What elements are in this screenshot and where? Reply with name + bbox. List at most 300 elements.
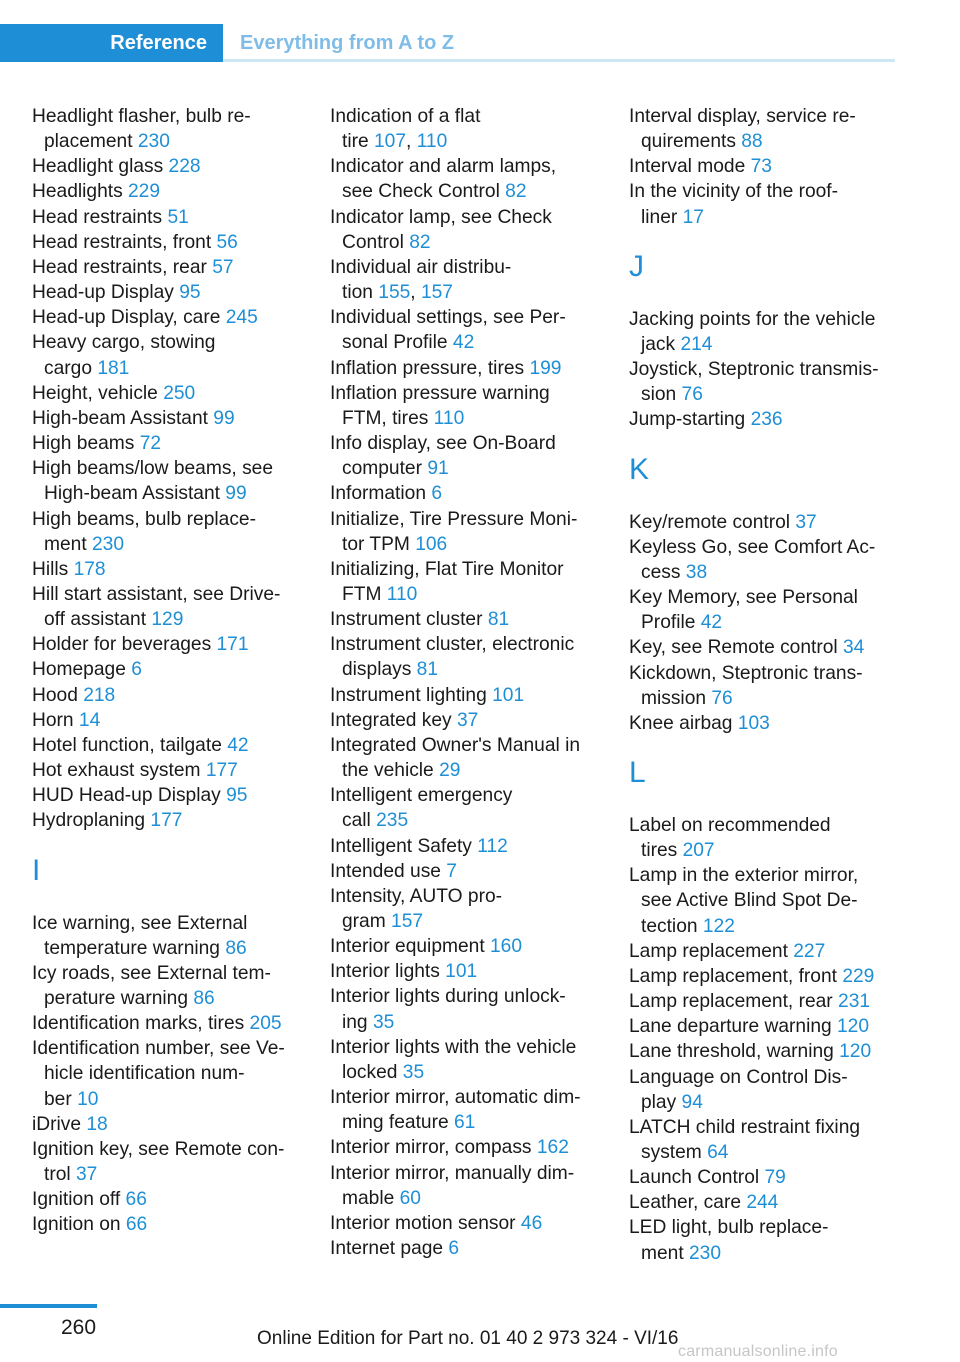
index-entry-line <box>330 305 620 330</box>
index-entry-line <box>629 1241 899 1266</box>
index-entry-line <box>330 179 620 204</box>
index-entry-line <box>32 1112 322 1137</box>
index-entry-text: Instrument cluster <box>330 609 488 631</box>
index-entry-text: Label on recommended <box>629 814 831 836</box>
index-entry-text: Inflation pressure, tires <box>330 357 530 379</box>
index-entry-text: Hill start assistant, see Drive- <box>32 583 281 605</box>
index-letter-heading: L <box>629 755 646 789</box>
page-reference-link[interactable]: 66 <box>125 1214 148 1236</box>
page-reference-link[interactable]: 162 <box>536 1137 569 1159</box>
index-entry-text: liner <box>641 206 683 228</box>
index-entry-text: ber <box>44 1088 78 1110</box>
index-entry-line <box>629 1039 899 1064</box>
index-entry-text: ing <box>342 1011 373 1033</box>
index-entry-text: iDrive <box>32 1113 87 1135</box>
index-entry-text: Individual air distribu- <box>330 256 512 278</box>
index-entry-line <box>330 834 620 859</box>
index-entry-line <box>330 104 620 129</box>
index-entry-text: Holder for beverages <box>32 634 217 656</box>
index-entry-text: Hood <box>32 684 84 706</box>
index-entry-line <box>629 357 899 382</box>
index-entry-text: Initialize, Tire Pressure Moni- <box>330 508 578 530</box>
index-entry-line <box>32 986 322 1011</box>
index-entry-text: Indicator and alarm lamps, <box>330 156 557 178</box>
index-entry-line <box>330 481 620 506</box>
index-entry-line <box>32 330 322 355</box>
footer-divider <box>0 1304 97 1308</box>
index-entry-text: Language on Control Dis- <box>629 1066 848 1088</box>
page-reference-link[interactable]: 199 <box>529 357 562 379</box>
index-entry-text: tire <box>342 131 374 153</box>
page-reference-link[interactable]: 34 <box>843 637 865 659</box>
index-entry-line <box>629 104 899 129</box>
index-entry-line <box>629 1065 899 1090</box>
page-reference-link[interactable]: 14 <box>78 709 101 731</box>
page-reference-link[interactable]: 235 <box>376 810 409 832</box>
page-reference-link[interactable]: 229 <box>842 965 875 987</box>
index-entry-text: Ignition key, see Remote con- <box>32 1138 285 1160</box>
index-entry-line <box>330 205 620 230</box>
index-entry-line <box>330 683 620 708</box>
index-entry-line <box>32 936 322 961</box>
page-reference-link[interactable]: 76 <box>681 384 703 406</box>
index-entry-text: Icy roads, see External tem- <box>32 962 271 984</box>
index-entry-text: cargo <box>44 357 98 379</box>
page-reference-link[interactable]: 35 <box>372 1011 395 1033</box>
page-reference-link[interactable]: 6 <box>448 1238 460 1260</box>
page-reference-link[interactable]: 6 <box>431 483 442 505</box>
index-entry-text: High beams/low beams, see <box>32 458 274 480</box>
index-entry-text: Indicator lamp, see Check <box>330 206 552 228</box>
index-entry-line <box>629 661 899 686</box>
index-entry-text: Key Memory, see Personal <box>629 587 858 609</box>
page-reference-link[interactable]: 218 <box>83 684 116 706</box>
index-entry-line <box>629 205 899 230</box>
index-entry-line <box>330 1085 620 1110</box>
page-reference-link[interactable]: 230 <box>137 131 170 153</box>
page-reference-link[interactable]: 60 <box>399 1187 421 1209</box>
index-entry-text: Identification marks, tires <box>32 1013 250 1035</box>
index-entry-text: Interior motion sensor <box>330 1212 521 1234</box>
edition-note: Online Edition for Part no. 01 40 2 973 324 - VI/16 <box>257 1328 679 1349</box>
page-reference-link[interactable]: 110 <box>386 583 418 605</box>
index-entry-line <box>330 154 620 179</box>
index-entry-line <box>629 154 899 179</box>
index-entry-line <box>629 510 899 535</box>
index-entry-text: sion <box>641 384 682 406</box>
page-reference-link[interactable]: 205 <box>249 1013 282 1035</box>
page-reference-link[interactable]: 103 <box>737 712 770 734</box>
index-entry-text: cess <box>641 561 686 583</box>
page-reference-link[interactable]: 99 <box>213 407 235 429</box>
index-entry-text: Head restraints <box>32 206 168 228</box>
page-reference-link[interactable]: 29 <box>439 760 461 782</box>
index-entry-line <box>32 154 322 179</box>
index-entry-line <box>330 783 620 808</box>
page-reference-link[interactable]: 38 <box>685 561 708 583</box>
index-entry-text: tires <box>641 840 683 862</box>
page-reference-link[interactable]: 227 <box>793 940 826 962</box>
index-entry-text: tection <box>641 915 703 937</box>
index-entry-text: tor TPM <box>342 533 416 555</box>
index-entry-text: Intended use <box>330 860 447 882</box>
page-reference-link[interactable]: 46 <box>520 1212 543 1234</box>
index-entry-line <box>32 205 322 230</box>
page-reference-link[interactable]: 155 <box>378 282 411 304</box>
index-entry-text: LATCH child restraint fixing <box>629 1116 861 1138</box>
page-reference-link[interactable]: 107 <box>374 131 407 153</box>
page-reference-link[interactable]: 207 <box>682 840 715 862</box>
page-reference-link[interactable]: 86 <box>225 937 247 959</box>
index-entry-line <box>629 179 899 204</box>
page-reference-link[interactable]: 171 <box>216 634 249 656</box>
index-entry-line <box>330 632 620 657</box>
index-entry-text: FTM <box>342 583 387 605</box>
section-tab[interactable]: Reference <box>0 24 223 62</box>
index-entry-text: Interior mirror, manually dim- <box>330 1162 575 1184</box>
page-reference-link[interactable]: 10 <box>77 1088 99 1110</box>
index-entry-text: system <box>641 1142 708 1163</box>
page-reference-link[interactable]: 81 <box>487 609 510 631</box>
page-reference-link[interactable]: 160 <box>489 936 522 958</box>
page-reference-link[interactable]: 250 <box>163 382 196 404</box>
index-entry-line <box>629 888 899 913</box>
index-entry-text: trol <box>44 1164 76 1186</box>
index-entry-text: Instrument lighting <box>330 684 493 706</box>
index-entry-text: Head-up Display, care <box>32 307 226 329</box>
page-reference-link[interactable]: 76 <box>711 687 733 709</box>
page-reference-link[interactable]: 178 <box>73 558 106 580</box>
page-reference-link[interactable]: 56 <box>216 231 238 253</box>
index-entry-line <box>330 129 620 154</box>
index-entry-line <box>330 280 620 305</box>
page-reference-link[interactable]: 42 <box>700 612 723 634</box>
page-reference-link[interactable]: 61 <box>454 1112 476 1134</box>
page-reference-link[interactable]: 81 <box>416 659 438 681</box>
index-entry-line <box>330 431 620 456</box>
index-entry-line <box>32 356 322 381</box>
index-entry-text: placement <box>44 131 138 153</box>
index-entry-line <box>32 557 322 582</box>
watermark: carmanualsonline.info <box>678 1343 838 1360</box>
subsection-title: Everything from A to Z <box>240 32 455 54</box>
index-entry-line <box>32 255 322 280</box>
index-entry-text: LED light, bulb replace- <box>629 1217 829 1239</box>
index-entry-text: Profile <box>641 612 701 634</box>
index-entry-text: Information <box>330 483 432 505</box>
index-entry-line <box>330 1010 620 1035</box>
index-entry-text: Headlight glass <box>32 156 169 178</box>
index-entry-text: sonal Profile <box>342 332 453 354</box>
index-entry-line <box>330 330 620 355</box>
index-entry-line <box>32 1087 322 1112</box>
index-entry-line <box>330 406 620 431</box>
index-entry-line <box>330 532 620 557</box>
page-reference-link[interactable]: 17 <box>682 206 704 228</box>
index-entry-text: Integrated Owner's Manual in <box>330 734 581 756</box>
index-entry-line <box>330 557 620 582</box>
index-entry-text: Interior lights <box>330 961 446 983</box>
page-reference-link[interactable]: 7 <box>446 860 457 882</box>
header-divider <box>223 59 895 62</box>
page-reference-link[interactable]: 82 <box>409 231 431 253</box>
page-reference-link[interactable]: 72 <box>139 433 162 455</box>
index-entry-text: Launch Control <box>629 1167 765 1189</box>
page-reference-link[interactable]: 110 <box>416 131 448 153</box>
index-entry-line <box>32 1187 322 1212</box>
index-entry-text: Control <box>342 231 410 253</box>
index-letter-heading: I <box>32 853 41 887</box>
index-entry-text: ment <box>641 1242 689 1264</box>
page-reference-link[interactable]: 230 <box>689 1242 722 1264</box>
index-entry-line <box>629 813 899 838</box>
index-entry-line <box>629 863 899 888</box>
index-entry-line <box>629 686 899 711</box>
index-entry-line <box>629 560 899 585</box>
index-entry-line <box>330 984 620 1009</box>
index-entry-text: Interior mirror, compass <box>330 1137 537 1159</box>
index-entry-text: Horn <box>32 709 79 731</box>
page-reference-link[interactable]: 157 <box>391 911 424 932</box>
page-reference-link[interactable]: 37 <box>795 511 817 533</box>
index-entry-text: Head-up Display <box>32 282 180 304</box>
index-entry-text: Lamp in the exterior mirror, <box>629 865 859 887</box>
index-entry-text: Info display, see On-Board <box>330 433 556 455</box>
index-entry-line <box>629 1115 899 1140</box>
page-header <box>0 24 895 62</box>
index-entry-line <box>330 884 620 909</box>
index-entry-line <box>32 305 322 330</box>
page-reference-link[interactable]: 57 <box>212 256 234 278</box>
index-entry-text: Individual settings, see Per- <box>330 307 566 329</box>
page-reference-link[interactable]: 231 <box>838 991 871 1013</box>
index-entry-line <box>629 914 899 939</box>
index-entry-line <box>330 356 620 381</box>
page-reference-link[interactable]: 95 <box>226 785 248 807</box>
index-entry-line <box>32 406 322 431</box>
page-reference-link[interactable]: 79 <box>764 1167 786 1189</box>
index-entry-text: Identification number, see Ve- <box>32 1038 285 1060</box>
index-entry-text: HUD Head-up Display <box>32 785 227 807</box>
index-entry-line <box>629 535 899 560</box>
index-entry-line <box>629 1215 899 1240</box>
index-entry-line <box>32 381 322 406</box>
index-entry-line <box>330 381 620 406</box>
index-entry-line <box>32 911 322 936</box>
index-entry-text: ming feature <box>342 1112 454 1134</box>
index-entry-line <box>629 129 899 154</box>
page-reference-link[interactable]: 42 <box>227 734 249 756</box>
index-entry-text: Jump-starting <box>629 409 751 431</box>
index-entry-text: perature warning <box>44 988 194 1009</box>
index-entry-text: Hills <box>32 558 74 580</box>
index-column-1 <box>32 104 322 1238</box>
page-reference-link[interactable]: 228 <box>168 156 201 178</box>
index-entry-text: tion <box>342 282 379 304</box>
page-reference-link[interactable]: 88 <box>741 131 763 153</box>
index-entry-line <box>629 1140 899 1165</box>
index-entry-line <box>32 1011 322 1036</box>
page-reference-link[interactable]: 110 <box>433 407 465 429</box>
index-entry-text: Knee airbag <box>629 712 738 734</box>
page-reference-link[interactable]: 181 <box>97 357 130 379</box>
index-entry-text: the vehicle <box>342 760 440 782</box>
page-reference-link[interactable]: 157 <box>420 282 453 304</box>
index-entry-text: off assistant <box>44 609 152 631</box>
index-entry-line <box>32 129 322 154</box>
index-entry-text: Headlight flasher, bulb re- <box>32 106 251 127</box>
page-reference-link[interactable]: 214 <box>680 333 713 355</box>
index-entry-text: Head restraints, rear <box>32 256 213 278</box>
index-entry-text: Homepage <box>32 659 132 681</box>
page-reference-link[interactable]: 101 <box>492 684 525 706</box>
index-entry-text: call <box>342 810 377 832</box>
index-column-2 <box>330 104 620 1261</box>
index-entry-line <box>330 733 620 758</box>
index-entry-text: High-beam Assistant <box>44 483 226 505</box>
index-entry-text: mable <box>342 1187 400 1209</box>
page-reference-link[interactable]: 91 <box>427 458 449 480</box>
page-reference-link[interactable]: 244 <box>746 1192 779 1214</box>
page-reference-link[interactable]: 51 <box>167 206 189 228</box>
index-entry-line <box>629 838 899 863</box>
index-entry-line <box>629 635 899 660</box>
index-entry-text: Lane departure warning <box>629 1016 838 1038</box>
index-entry-text: Hotel function, tailgate <box>32 734 228 756</box>
index-entry-line <box>629 585 899 610</box>
index-entry-line <box>330 255 620 280</box>
index-entry-text: Intelligent Safety <box>330 835 478 857</box>
page-reference-link[interactable]: 35 <box>402 1061 425 1083</box>
page-reference-link[interactable]: 177 <box>205 760 238 782</box>
index-entry-line <box>330 607 620 632</box>
index-entry-line <box>629 1190 899 1215</box>
index-entry-text: Ignition on <box>32 1214 126 1236</box>
index-entry-line <box>32 632 322 657</box>
page-reference-link[interactable]: 42 <box>452 332 475 354</box>
reference-separator: , <box>410 282 421 304</box>
index-entry-line <box>330 934 620 959</box>
index-entry-text: Leather, care <box>629 1192 747 1214</box>
index-entry-text: Lamp replacement <box>629 940 794 962</box>
index-entry-line <box>32 961 322 986</box>
index-entry-line <box>330 456 620 481</box>
index-entry-text: Lane threshold, warning <box>629 1041 840 1063</box>
index-entry-line <box>330 1236 620 1261</box>
page-reference-link[interactable]: 18 <box>86 1113 108 1135</box>
index-entry-line <box>629 1090 899 1115</box>
page-number: 260 <box>61 1316 97 1339</box>
page-reference-link[interactable]: 122 <box>702 915 735 937</box>
index-entry-text: Interval display, service re- <box>629 106 856 127</box>
index-entry-text: Keyless Go, see Comfort Ac- <box>629 536 876 558</box>
index-entry-text: see Active Blind Spot De- <box>641 890 858 912</box>
index-entry-text: gram <box>342 911 392 932</box>
page-reference-link[interactable]: 106 <box>415 533 448 555</box>
index-entry-line <box>330 758 620 783</box>
index-entry-text: computer <box>342 458 428 480</box>
index-entry-text: hicle identification num- <box>44 1063 245 1085</box>
index-entry-text: Inflation pressure warning <box>330 382 550 404</box>
index-entry-text: High-beam Assistant <box>32 407 214 429</box>
page-reference-link[interactable]: 37 <box>456 709 479 731</box>
reference-separator: , <box>406 131 417 153</box>
index-entry-text: Interior lights with the vehicle <box>330 1036 577 1058</box>
page-reference-link[interactable]: 120 <box>837 1016 870 1038</box>
index-entry-text: Kickdown, Steptronic trans- <box>629 662 863 684</box>
page-reference-link[interactable]: 6 <box>131 659 142 681</box>
index-entry-text: Joystick, Steptronic transmis- <box>629 359 879 381</box>
index-entry-line <box>330 582 620 607</box>
index-entry-text: Head restraints, front <box>32 231 217 253</box>
index-entry-line <box>330 1186 620 1211</box>
index-entry-line <box>629 407 899 432</box>
page-reference-link[interactable]: 120 <box>839 1041 872 1063</box>
index-entry-text: Height, vehicle <box>32 382 164 404</box>
index-entry-line <box>330 507 620 532</box>
index-entry-text: High beams <box>32 433 140 455</box>
page-reference-link[interactable]: 177 <box>150 810 183 832</box>
page-reference-link[interactable]: 37 <box>76 1164 98 1186</box>
page-reference-link[interactable]: 95 <box>179 282 201 304</box>
index-entry-text: Internet page <box>330 1238 449 1260</box>
index-entry-line <box>32 179 322 204</box>
page-reference-link[interactable]: 101 <box>445 961 478 983</box>
index-entry-line <box>32 1162 322 1187</box>
index-entry-text: jack <box>641 333 681 355</box>
page-reference-link[interactable]: 73 <box>750 156 772 178</box>
index-entry-line <box>330 959 620 984</box>
index-entry-text: displays <box>342 659 417 681</box>
page-reference-link[interactable]: 229 <box>128 181 161 203</box>
page-reference-link[interactable]: 99 <box>225 483 247 505</box>
page-reference-link[interactable]: 64 <box>707 1142 729 1163</box>
index-entry-text: Ice warning, see External <box>32 912 248 934</box>
index-entry-line <box>330 230 620 255</box>
index-entry-line <box>330 1035 620 1060</box>
index-entry-line <box>629 1165 899 1190</box>
index-letter-heading: J <box>629 249 644 283</box>
page-reference-link[interactable]: 230 <box>92 533 125 555</box>
index-entry-line <box>32 1137 322 1162</box>
index-entry-text: Hot exhaust system <box>32 760 206 782</box>
index-entry-line <box>629 307 899 332</box>
index-entry-text: quirements <box>641 131 742 153</box>
index-entry-line <box>32 104 322 129</box>
page-reference-link[interactable]: 82 <box>505 181 527 203</box>
index-entry-text: Intelligent emergency <box>330 785 513 807</box>
index-entry-line <box>32 456 322 481</box>
page-reference-link[interactable]: 245 <box>225 307 258 329</box>
page-reference-link[interactable]: 112 <box>477 835 508 857</box>
index-entry-text: Interior lights during unlock- <box>330 986 566 1008</box>
index-entry-line <box>330 909 620 934</box>
index-entry-line <box>32 758 322 783</box>
index-entry-line <box>32 783 322 808</box>
page-reference-link[interactable]: 86 <box>193 988 215 1009</box>
index-entry-line <box>629 711 899 736</box>
page-reference-link[interactable]: 66 <box>125 1189 147 1211</box>
page-reference-link[interactable]: 94 <box>681 1091 703 1113</box>
index-entry-text: In the vicinity of the roof- <box>629 181 839 203</box>
index-entry-text: Initializing, Flat Tire Monitor <box>330 558 564 580</box>
page-reference-link[interactable]: 236 <box>750 409 783 431</box>
index-entry-line <box>32 657 322 682</box>
index-entry-text: Heavy cargo, stowing <box>32 332 216 354</box>
index-column-3 <box>629 104 899 1266</box>
index-entry-text: Interval mode <box>629 156 751 178</box>
page-reference-link[interactable]: 129 <box>151 609 184 631</box>
